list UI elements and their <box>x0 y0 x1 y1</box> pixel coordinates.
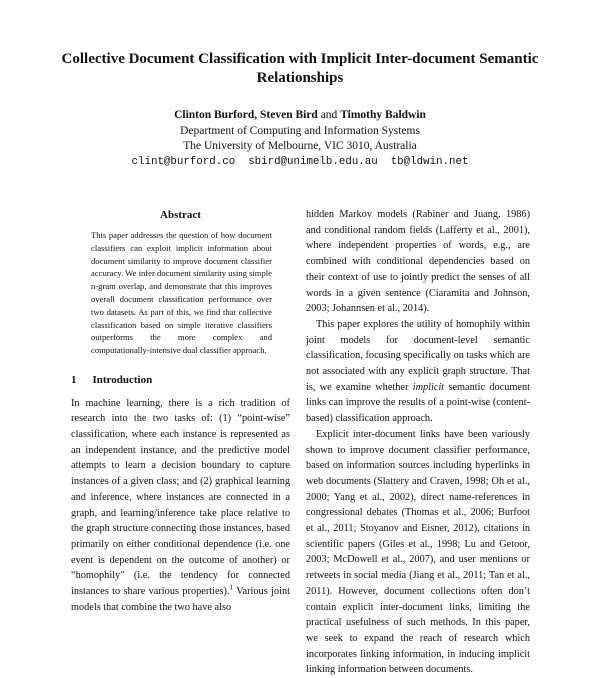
footnote-marker: 1 <box>229 583 234 592</box>
intro-paragraph <box>71 396 290 616</box>
right-paragraph-2-end: semantic document links can improve the results of a point-wise (content-based) classification approach. <box>306 381 530 425</box>
left-column <box>71 207 290 616</box>
right-paragraph-2 <box>306 317 530 427</box>
author-and: and <box>320 109 338 121</box>
right-paragraph-2-start: This paper explores the utility of homophily within joint models for document-level semantic classification, focusing specifically on tasks which are not associated with any explicit graph structure. That is, we examine whether <box>306 318 530 393</box>
affiliation-university: The University of Melbourne, VIC 3010, Australia <box>183 140 417 152</box>
author-names <box>60 108 540 124</box>
author-names-main: Clinton Burford, Steven Bird <box>174 109 318 121</box>
author-name-last: Timothy Baldwin <box>340 109 426 121</box>
abstract-text: This paper addresses the question of how document classifiers can exploit implicit information about document similarity to improve document classifier accuracy. We infer document similarity using simple n-gram overlap, and demonstrate that this improves overall document classification performance over two datasets. As part of this, we find that collective classification based on simple iterative classifiers outperforms the more complex and computationally-intensive dual classifier approach. <box>91 230 272 356</box>
section-title: Introduction <box>92 373 153 386</box>
right-column <box>306 207 530 678</box>
right-paragraph-1: hidden Markov models (Rabiner and Juang, 1986) and conditional random fields (Lafferty et al., 2001), where independent properties of words, e.g., are combined with conditional dependencies based on their context of use to jointly predict the senses of all words in a given sentence (Ciaramita and Johnson, 2003; Johannsen et al., 2014). <box>306 209 530 315</box>
intro-paragraph-tail: Various joint models that combine the two have also <box>71 586 290 613</box>
author-block <box>60 108 540 170</box>
intro-paragraph-text: In machine learning, there is a rich tradition of research into the two tasks of: (1) “point-wise” classification, where each instance is represented as an independent instance, and the predictive model attempts to learn a decision boundary to capture instances of a given class; and (2) graphical learning and inference, where instances are connected in a graph, and learning/inference take place relative to the graph structure connecting those instances, based primarily on either conditional dependence (i.e. one event is dependent on the outcome of another) or “homophily” (i.e. the tendency for connected instances to share various properties). <box>71 397 290 598</box>
affiliation-department: Department of Computing and Information Systems <box>180 124 420 137</box>
author-emails: clint@burford.co sbird@unimelb.edu.au tb@ldwin.net <box>131 155 469 168</box>
paper-title: Collective Document Classification with Implicit Inter-document Semantic Relationships <box>61 51 539 86</box>
emphasis-implicit: implicit <box>412 381 445 393</box>
abstract-heading: Abstract <box>160 209 201 221</box>
section-number: 1 <box>71 373 77 386</box>
section-heading-introduction <box>71 373 290 389</box>
right-paragraph-3: Explicit inter-document links have been variously shown to improve document classifier performance, based on information sources including hyperlinks in web documents (Slattery and Craven, 1998; Oh et al., 2000; Yang et al., 2002), direct name-references in congressional debates (Thomas et al., 2006; Burfoot et al., 2011; Stoyanov and Eisner, 2012), citations in scientific papers (Giles et al., 1998; Lu and Getoor, 2003; McDowell et al., 2007), and user mentions or retweets in social media (Jiang et al., 2011; Tan et al., 2011). However, document collections often don’t contain explicit inter-document links, limiting the practical usefulness of such methods. In this paper, we seek to expand the reach of research which incorporates linking information, in inducing implicit linking information between documents. <box>306 428 530 676</box>
